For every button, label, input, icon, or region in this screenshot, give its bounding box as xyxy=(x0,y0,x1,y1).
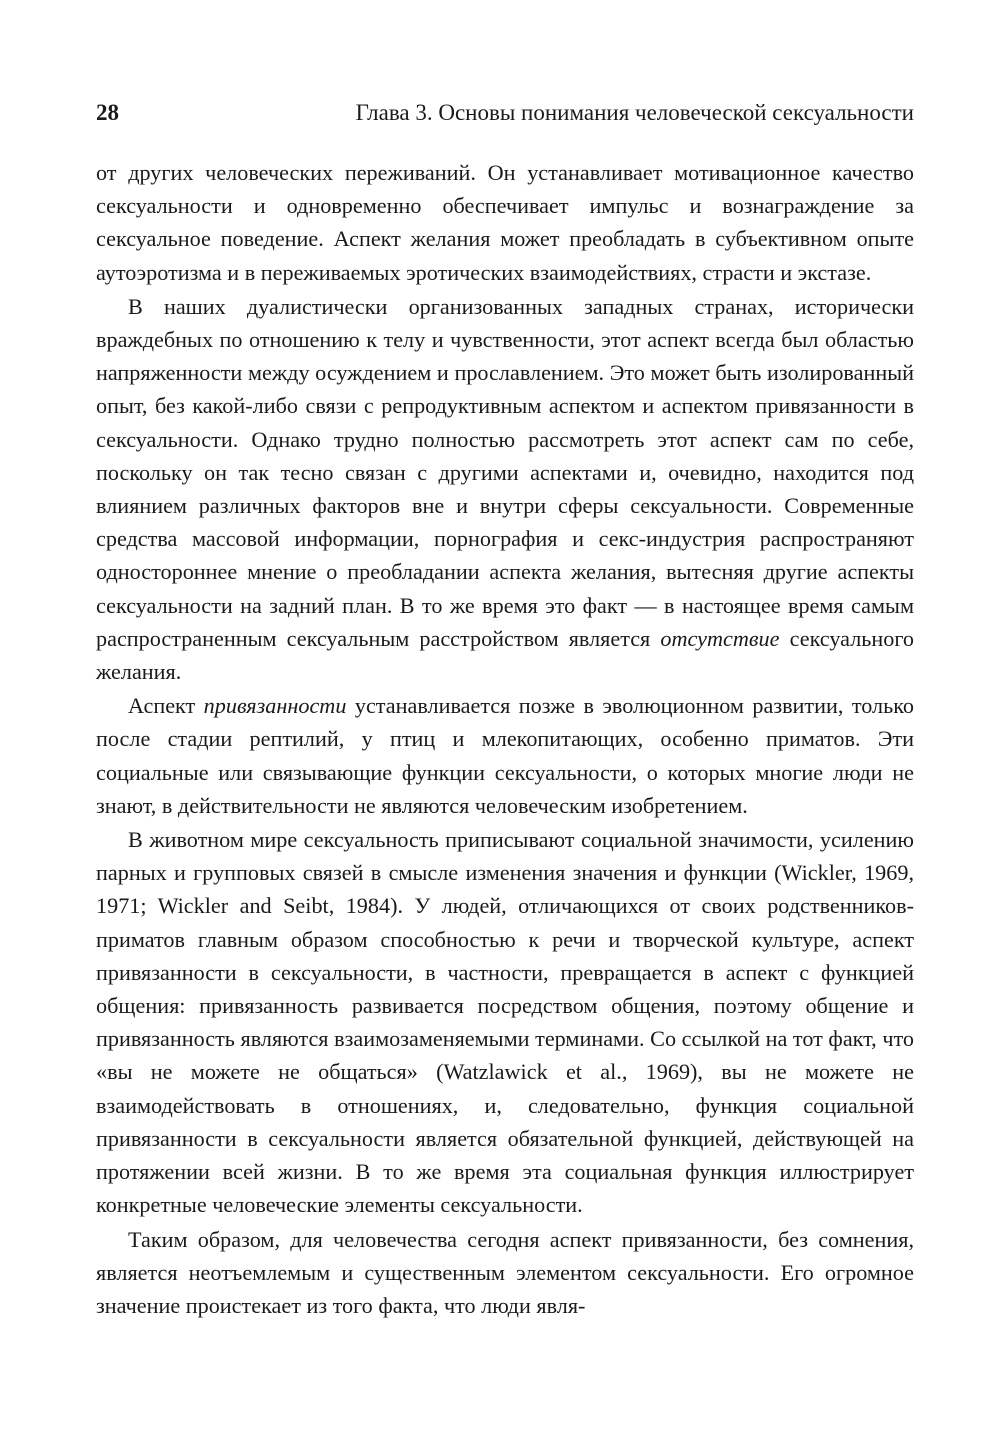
text-segment: от других человеческих переживаний. Он устанавливает мотивационное качество сексуальности и одновременно обеспечивает импульс и вознаграждение за сексуальное поведение. Аспект желания может преобладать в субъективном опыте аутоэротизма и в переживаемых эротических взаимодействиях, страсти и экстазе. xyxy=(96,160,914,285)
text-segment: В наших дуалистически организованных западных странах, исторически враждебных по отношению к телу и чувственности, этот аспект всегда был областью напряженности между осуждением и прославлением. Это может быть изолированный опыт, без какой-либо связи с репродуктивным аспектом и аспектом привязанности в сексуальности. Однако трудно полностью рассмотреть этот аспект сам по себе, поскольку он так тесно связан с другими аспектами и, очевидно, находится под влиянием различных факторов вне и внутри сферы сексуальности. Современные средства массовой информации, порнография и секс-индустрия распространяют одностороннее мнение о преобладании аспекта желания, вытесняя другие аспекты сексуальности на задний план. В то же время это факт — в настоящее время самым распространенным сексуальным расстройством является xyxy=(96,293,914,651)
text-segment: сексуального желания. xyxy=(96,625,914,685)
paragraph xyxy=(96,290,914,688)
text-segment: Аспект xyxy=(128,693,204,719)
paragraph xyxy=(96,823,914,1221)
page-number: 28 xyxy=(96,100,119,125)
body-text xyxy=(96,156,914,1322)
paragraph xyxy=(96,1223,914,1323)
text-segment: В животном мире сексуальность приписывают социальной значимости, усилению парных и групповых связей в смысле изменения значения и функции (Wickler, 1969, 1971; Wickler and Seibt, 1984). У людей, отличающихся от своих родственников-приматов главным образом способностью к речи и творческой культуре, аспект привязанности в сексуальности, в частности, превращается в аспект с функцией общения: привязанность развивается посредством общения, поэтому общение и привязанность являются взаимозаменяемыми терминами. Со ссылкой на тот факт, что «вы не можете не общаться» (Watzlawick et al., 1969), вы не можете не взаимодействовать в отношениях, и, следовательно, функция социальной привязанности в сексуальности является обязательной функцией, действующей на протяжении всей жизни. В то же время эта социальная функция иллюстрирует конкретные человеческие элементы сексуальности. xyxy=(96,827,914,1218)
paragraph xyxy=(96,156,914,289)
italic-term-absence: отсутствие xyxy=(660,625,780,651)
running-head: Глава 3. Основы понимания человеческой сексуальности xyxy=(355,100,914,125)
text-segment: Таким образом, для человечества сегодня аспект привязанности, без сомнения, является неотъемлемым и существенным элементом сексуальности. Его огромное значение проистекает из того факта, что люди явля- xyxy=(96,1226,914,1318)
paragraph xyxy=(96,689,914,822)
text-segment: устанавливается позже в эволюционном развитии, только после стадии рептилий, у птиц и млекопитающих, особенно приматов. Эти социальные или связывающие функции сексуальности, о которых многие люди не знают, в действительности не являются человеческим изобретением. xyxy=(96,693,914,818)
italic-term-attachment: привязанности xyxy=(203,693,347,719)
page-header xyxy=(96,100,914,134)
